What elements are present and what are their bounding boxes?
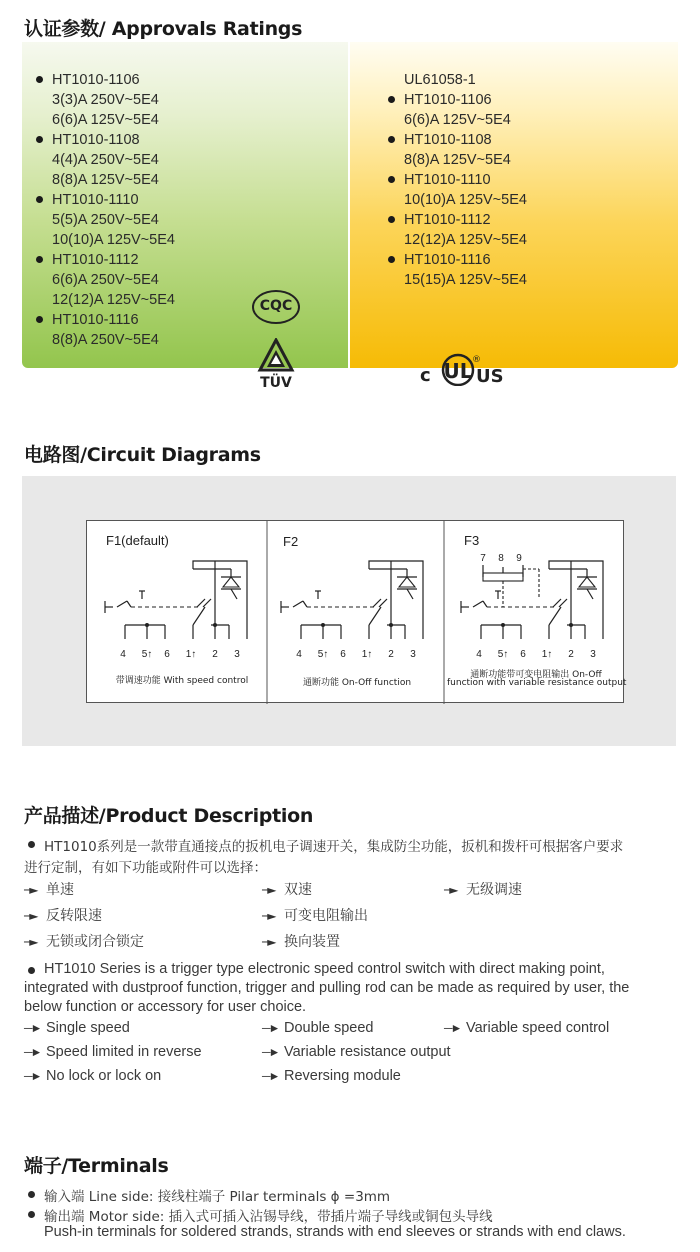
cul-us-logo-icon bbox=[420, 352, 510, 386]
cul-c-text: c bbox=[420, 365, 431, 386]
arrow-right-icon: ─► bbox=[24, 883, 37, 897]
approval-left-model: HT1010-1116 bbox=[52, 310, 175, 330]
panel-f3-caption-line2: function with variable resistance output bbox=[447, 678, 627, 688]
terminal-top-label: 7 bbox=[480, 553, 486, 564]
approval-left-rating: 4(4)A 250V~5E4 bbox=[52, 152, 159, 168]
feature-item: ─► Speed limited in reverse bbox=[24, 1044, 202, 1060]
approval-right-model: HT1010-1106 bbox=[404, 90, 527, 110]
feature-item: ─► Single speed bbox=[24, 1020, 130, 1036]
terminal-top-label: 9 bbox=[516, 553, 522, 564]
circuit-panel-1 bbox=[105, 561, 247, 660]
terminals-motor-side: 输出端 Motor side: 插入式可插入沾锡导线，带插片端子导线或铜包头导线 bbox=[44, 1205, 493, 1225]
approvals-right-list bbox=[404, 70, 527, 290]
description-cn-paragraph-line1: HT1010系列是一款带直通接点的扳机电子调速开关，集成防尘功能，扳机和拨杆可根据客户要求 bbox=[44, 835, 623, 855]
terminal-label: 5↑ bbox=[141, 649, 153, 660]
panel-f3-caption-line1: 通断功能带可变电阻输出 On-Off bbox=[470, 670, 602, 680]
terminal-label: 6 bbox=[340, 649, 346, 660]
terminals-heading: 端子/Terminals bbox=[24, 1155, 169, 1177]
terminal-label: 3 bbox=[234, 649, 240, 660]
approval-left-model: HT1010-1106 bbox=[52, 70, 175, 90]
arrow-right-icon: ─► bbox=[24, 1069, 41, 1083]
approval-left-rating: 12(12)A 125V~5E4 bbox=[52, 292, 175, 308]
terminal-label: 3 bbox=[410, 649, 416, 660]
arrow-right-icon: ─► bbox=[262, 1069, 279, 1083]
feature-item: ─► 无级调速 bbox=[444, 882, 522, 898]
approval-right-rating: 10(10)A 125V~5E4 bbox=[404, 192, 527, 208]
panel-f3-label: F3 bbox=[464, 533, 480, 548]
approval-right-model: HT1010-1108 bbox=[404, 130, 527, 150]
panel-f2-label: F2 bbox=[283, 534, 299, 549]
arrow-right-icon: ─► bbox=[24, 935, 37, 949]
feature-item: ─► 双速 bbox=[262, 882, 312, 898]
feature-item: ─► Variable resistance output bbox=[262, 1044, 451, 1060]
cul-ul-text: UL bbox=[443, 359, 473, 383]
approval-right-model: HT1010-1112 bbox=[404, 210, 527, 230]
arrow-right-icon: ─► bbox=[262, 909, 275, 923]
approval-right-rating: UL61058-1 bbox=[404, 72, 476, 88]
feature-item: ─► 可变电阻输出 bbox=[262, 908, 368, 924]
feature-item: ─► Reversing module bbox=[262, 1068, 401, 1084]
description-cn-paragraph-line2: 进行定制，有如下功能或附件可以选择： bbox=[24, 860, 267, 876]
cqc-logo: CQC bbox=[252, 290, 300, 324]
terminals-line-side: 输入端 Line side: 接线柱端子 Pilar terminals ϕ =3mm bbox=[44, 1185, 390, 1205]
terminals-push-in-note: Push-in terminals for soldered strands, strands with end sleeves or strands with end claws. bbox=[44, 1224, 626, 1240]
approvals-heading: 认证参数/ Approvals Ratings bbox=[24, 18, 303, 40]
approval-right-model: HT1010-1116 bbox=[404, 250, 527, 270]
tuv-logo-text: TÜV bbox=[260, 375, 292, 390]
approval-left-rating: 6(6)A 250V~5E4 bbox=[52, 272, 159, 288]
approvals-left-list bbox=[52, 70, 175, 350]
approval-left-rating: 6(6)A 125V~5E4 bbox=[52, 112, 159, 128]
feature-item: ─► 无锁或闭合锁定 bbox=[24, 934, 144, 950]
approval-left-rating: 8(8)A 125V~5E4 bbox=[52, 172, 159, 188]
circuit-diagram-frame bbox=[86, 520, 627, 703]
terminal-label: 1↑ bbox=[185, 649, 197, 660]
description-heading: 产品描述/Product Description bbox=[24, 805, 314, 827]
arrow-right-icon: ─► bbox=[262, 883, 275, 897]
arrow-right-icon: ─► bbox=[444, 883, 457, 897]
description-en-paragraph-line2: integrated with dustproof function, trigger and pulling rod can be made as required by user, the bbox=[24, 980, 630, 996]
approval-left-rating: 8(8)A 250V~5E4 bbox=[52, 332, 159, 348]
cul-reg-text: ® bbox=[472, 355, 481, 365]
terminal-label: 4 bbox=[120, 649, 126, 660]
arrow-right-icon: ─► bbox=[24, 909, 37, 923]
approval-left-model: HT1010-1112 bbox=[52, 250, 175, 270]
terminal-label: 2 bbox=[212, 649, 218, 660]
feature-item: ─► Variable speed control bbox=[444, 1020, 610, 1036]
approval-left-rating: 10(10)A 125V~5E4 bbox=[52, 232, 175, 248]
arrow-right-icon: ─► bbox=[444, 1021, 461, 1035]
approvals-panel bbox=[22, 42, 678, 390]
description-en-paragraph-line1: HT1010 Series is a trigger type electronic speed control switch with direct making point, bbox=[44, 961, 605, 977]
approval-left-rating: 5(5)A 250V~5E4 bbox=[52, 212, 159, 228]
circuit-heading: 电路图/Circuit Diagrams bbox=[24, 444, 261, 466]
circuit-panel-2 bbox=[281, 561, 423, 660]
terminal-label: 2 bbox=[388, 649, 394, 660]
approval-right-rating: 12(12)A 125V~5E4 bbox=[404, 232, 527, 248]
terminal-label: 6 bbox=[164, 649, 170, 660]
feature-item: ─► Double speed bbox=[262, 1020, 374, 1036]
terminal-label: 2 bbox=[568, 649, 574, 660]
terminal-label: 3 bbox=[590, 649, 596, 660]
terminal-top-label: 8 bbox=[498, 553, 504, 564]
description-en-paragraph-line3: below function or accessory for user choice. bbox=[24, 999, 307, 1015]
terminal-label: 4 bbox=[476, 649, 482, 660]
panel-f2-caption: 通断功能 On-Off function bbox=[302, 678, 412, 688]
terminal-label: 5↑ bbox=[497, 649, 509, 660]
feature-item: ─► No lock or lock on bbox=[24, 1068, 162, 1084]
terminal-label: 1↑ bbox=[541, 649, 553, 660]
panel-f1-caption: 带调速功能 With speed control bbox=[115, 676, 249, 686]
arrow-right-icon: ─► bbox=[24, 1045, 41, 1059]
circuit-panel-3 bbox=[461, 553, 603, 660]
approval-left-model: HT1010-1110 bbox=[52, 190, 175, 210]
tuv-logo-icon bbox=[256, 338, 296, 390]
arrow-right-icon: ─► bbox=[24, 1021, 41, 1035]
approval-left-rating: 3(3)A 250V~5E4 bbox=[52, 92, 159, 108]
terminal-label: 6 bbox=[520, 649, 526, 660]
approval-right-model: HT1010-1110 bbox=[404, 170, 527, 190]
terminal-label: 4 bbox=[296, 649, 302, 660]
terminal-label: 1↑ bbox=[361, 649, 373, 660]
panel-f1-label: F1(default) bbox=[106, 533, 169, 548]
approval-left-model: HT1010-1108 bbox=[52, 130, 175, 150]
cul-us-text: US bbox=[476, 366, 504, 386]
approval-right-rating: 8(8)A 125V~5E4 bbox=[404, 152, 511, 168]
arrow-right-icon: ─► bbox=[262, 1045, 279, 1059]
approval-right-rating: 6(6)A 125V~5E4 bbox=[404, 112, 511, 128]
feature-item: ─► 换向装置 bbox=[262, 934, 340, 950]
arrow-right-icon: ─► bbox=[262, 1021, 279, 1035]
approval-right-rating: 15(15)A 125V~5E4 bbox=[404, 272, 527, 288]
terminal-label: 5↑ bbox=[317, 649, 329, 660]
arrow-right-icon: ─► bbox=[262, 935, 275, 949]
feature-item: ─► 反转限速 bbox=[24, 908, 102, 924]
feature-item: ─► 单速 bbox=[24, 882, 74, 898]
